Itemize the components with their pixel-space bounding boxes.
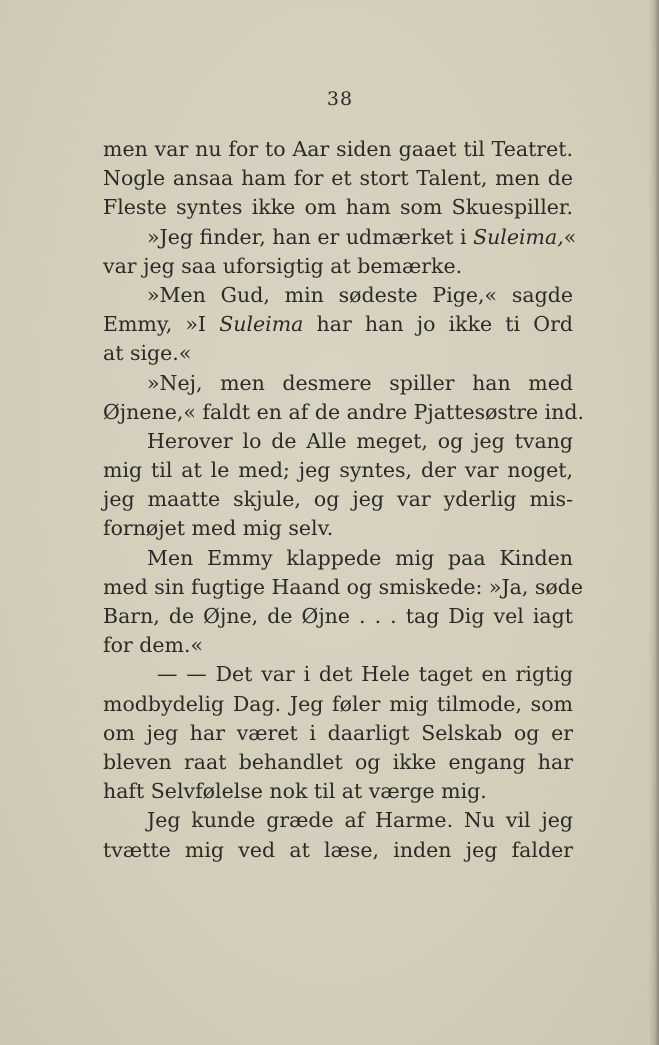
text-line: jeg maatte skjule, og jeg var yderlig mis- [103, 487, 573, 512]
italic-title: Suleima [219, 312, 304, 337]
text-line: Barn, de Øjne, de Øjne . . . tag Dig vel iagt [103, 604, 573, 628]
text-line: Nogle ansaa ham for et stort Talent, men de [103, 166, 573, 191]
text-line: var jeg saa uforsigtig at bemærke. [103, 253, 463, 278]
text-line: modbydelig Dag. Jeg føler mig tilmode, som [103, 691, 573, 716]
page-number: 38 [326, 88, 354, 110]
text-line: for dem.« [103, 633, 203, 658]
text-line: om jeg har været i daarligt Selskab og er [103, 720, 573, 745]
text-line: Jeg kunde græde af Harme. Nu vil jeg [147, 808, 573, 833]
text-line: mig til at le med; jeg syntes, der var noget, [103, 458, 573, 483]
page-edge-shadow [649, 0, 659, 1045]
text-line: bleven raat behandlet og ikke engang har [103, 749, 573, 774]
text-line: med sin fugtige Haand og smiskede: »Ja, søde [103, 574, 584, 599]
text-segment: har han jo ikke ti Ord [303, 312, 573, 337]
body-text [103, 135, 585, 865]
text-line [103, 310, 573, 339]
text-segment: « [563, 224, 577, 249]
text-line: at sige.« [103, 341, 192, 366]
text-segment: Emmy, »I [103, 312, 220, 337]
italic-title: Suleima, [473, 224, 564, 249]
text-line: tvætte mig ved at læse, inden jeg falder [103, 837, 573, 862]
text-line: Herover lo de Alle meget, og jeg tvang [147, 428, 573, 453]
text-line: »Nej, men desmere spiller han med [147, 370, 573, 395]
text-line: — — Det var i det Hele taget en rigtig [157, 662, 573, 687]
text-line: fornøjet med mig selv. [103, 516, 334, 541]
text-line: men var nu for to Aar siden gaaet til Teatret. [103, 137, 573, 161]
text-line: Fleste syntes ikke om ham som Skuespiller. [103, 195, 573, 220]
text-line [103, 223, 577, 252]
text-line: »Men Gud, min sødeste Pige,« sagde [147, 282, 573, 307]
text-line: Øjnene,« faldt en af de andre Pjattesøstre ind. [103, 399, 585, 424]
text-line: haft Selvfølelse nok til at værge mig. [103, 779, 487, 804]
text-segment: »Jeg finder, han er udmærket i [147, 224, 474, 249]
text-line: Men Emmy klappede mig paa Kinden [147, 545, 573, 570]
